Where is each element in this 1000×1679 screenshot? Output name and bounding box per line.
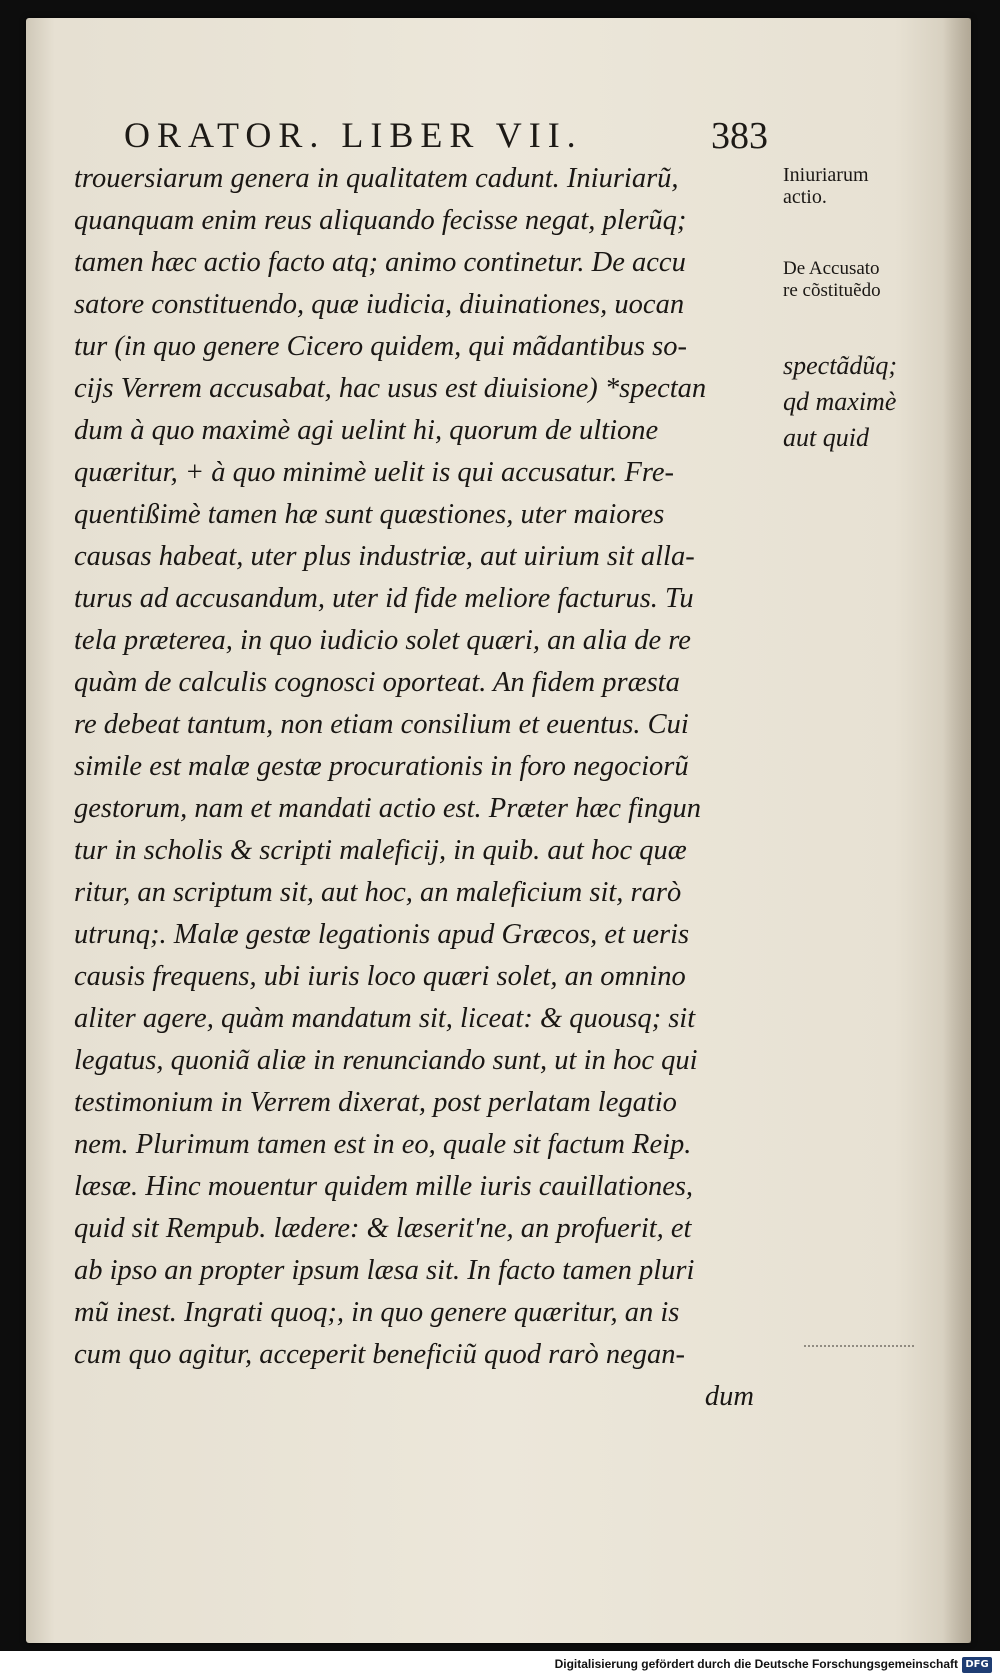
margin-note-line: spectãdũq;	[783, 351, 898, 380]
text-line: re debeat tantum, non etiam consilium et euentus. Cui	[74, 709, 689, 740]
footer-bar	[0, 1651, 1000, 1679]
margin-note-line: aut quid	[783, 423, 869, 452]
text-line: utrunq;. Malæ gestæ legationis apud Græcos, et ueris	[74, 919, 690, 950]
text-line: satore constituendo, quæ iudicia, diuinationes, uocan	[74, 289, 685, 320]
text-line: quàm de calculis cognosci oporteat. An fidem præsta	[74, 667, 680, 698]
text-line: trouersiarum genera in qualitatem cadunt. Iniuriarũ,	[74, 163, 679, 194]
text-line: quentißimè tamen hæ sunt quæstiones, uter maiores	[74, 499, 665, 530]
text-line: læsæ. Hinc mouentur quidem mille iuris cauillationes,	[74, 1171, 694, 1202]
funding-credit: Digitalisierung gefördert durch die Deutsche Forschungsgemeinschaft	[554, 1657, 958, 1671]
running-head: ORATOR. LIBER VII.	[124, 115, 583, 155]
text-line: turus ad accusandum, uter id fide meliore facturus. Tu	[74, 583, 694, 614]
dfg-logo-icon: DFG	[962, 1657, 992, 1673]
text-line: tur in scholis & scripti maleficij, in quib. aut hoc quæ	[74, 835, 687, 866]
text-line: legatus, quoniã aliæ in renunciando sunt, ut in hoc qui	[74, 1045, 698, 1076]
body-text	[74, 158, 804, 1418]
margin-note-line: qd maximè	[783, 387, 897, 416]
text-line: cum quo agitur, acceperit beneficiũ quod rarò negan-	[74, 1339, 686, 1370]
text-line: aliter agere, quàm mandatum sit, liceat: & quousq; sit	[74, 1003, 696, 1034]
text-line: tur (in quo genere Cicero quidem, qui mãdantibus so-	[74, 331, 687, 362]
text-line: dum à quo maximè agi uelint hi, quorum de ultione	[74, 415, 659, 446]
text-line: tela præterea, in quo iudicio solet quæri, an alia de re	[74, 625, 691, 656]
text-line: mũ inest. Ingrati quoq;, in quo genere quæritur, an is	[74, 1297, 680, 1328]
margin-note-line: De Accusato	[783, 258, 880, 279]
text-line: gestorum, nam et mandati actio est. Præter hæc fingun	[74, 793, 701, 824]
page-number: 383	[711, 115, 768, 157]
text-line: simile est malæ gestæ procurationis in foro negociorũ	[74, 751, 689, 782]
margin-note-accusatore	[783, 258, 963, 302]
margin-note-spectandum	[783, 348, 963, 456]
margin-note-line: actio.	[783, 186, 827, 208]
text-line: quæritur, + à quo minimè uelit is qui accusatur. Fre-	[74, 457, 675, 488]
margin-note-line: re cõstituẽdo	[783, 280, 881, 301]
text-line: quanquam enim reus aliquando fecisse negat, plerũq;	[74, 205, 687, 236]
text-line: ab ipso an propter ipsum læsa sit. In facto tamen pluri	[74, 1255, 695, 1286]
text-line: causas habeat, uter plus industriæ, aut uirium sit alla-	[74, 541, 695, 572]
book-page	[26, 18, 971, 1643]
catchword: dum	[704, 1381, 754, 1412]
text-line: ritur, an scriptum sit, aut hoc, an maleficium sit, rarò	[74, 877, 682, 908]
text-line: tamen hæc actio facto atq; animo continetur. De accu	[74, 247, 686, 278]
text-line: quid sit Rempub. lædere: & læserit'ne, an profuerit, et	[74, 1213, 692, 1244]
stray-ink-marks	[804, 1333, 914, 1347]
text-line: causis frequens, ubi iuris loco quæri solet, an omnino	[74, 961, 686, 992]
text-line: testimonium in Verrem dixerat, post perlatam legatio	[74, 1087, 677, 1118]
text-line: nem. Plurimum tamen est in eo, quale sit factum Reip.	[74, 1129, 692, 1160]
margin-note-iniuriarum	[783, 164, 963, 208]
text-line: cijs Verrem accusabat, hac usus est diuisione) *spectan	[74, 373, 707, 404]
margin-note-line: Iniuriarum	[783, 164, 869, 186]
